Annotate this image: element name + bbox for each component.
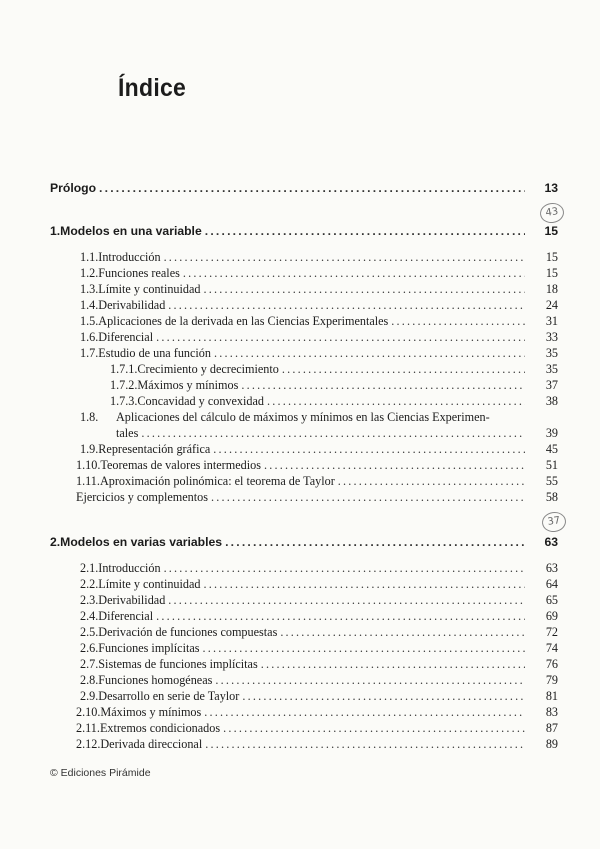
toc-entry-2-3[interactable]: 2.3. Derivabilidad ..... 65 (80, 592, 558, 608)
toc-entry-1-7-1[interactable]: 1.7.1. Crecimiento y decrecimiento ..... 35 (110, 361, 558, 377)
toc-entry-1-1[interactable]: 1.1. Introducción ..... 15 (80, 249, 558, 265)
entry-number: 1. (50, 224, 61, 238)
toc-entry-1-9[interactable]: 1.9. Representación gráfica ..... 45 (80, 441, 558, 457)
toc-entry-2-11[interactable]: 2.11. Extremos condicionados ..... 87 (76, 720, 558, 736)
toc-entry-1-8-first-line[interactable]: 1.8. Aplicaciones del cálculo de máximos y mínimos en las Ciencias Experimen- (80, 410, 490, 424)
toc-entry-chapter-1[interactable] (50, 223, 558, 239)
toc-entry-ejercicios-1[interactable]: Ejercicios y complementos ..... 58 (76, 489, 558, 505)
entry-label: Prólogo (50, 181, 97, 195)
toc-entry-2-5[interactable]: 2.5. Derivación de funciones compuestas ..... 72 (80, 624, 558, 640)
toc-entry-1-6[interactable]: 1.6. Diferencial ..... 33 (80, 329, 558, 345)
handwritten-note: 37 (541, 510, 568, 533)
toc-entry-2-2[interactable]: 2.2. Límite y continuidad ..... 64 (80, 576, 558, 592)
toc-entry-1-5[interactable]: 1.5. Aplicaciones de la derivada en las Ciencias Experimentales ..... 31 (80, 313, 558, 329)
toc-entry-chapter-2[interactable]: 2. Modelos en varias variables ..... 63 (50, 534, 558, 550)
toc-entry-2-10[interactable]: 2.10. Máximos y mínimos ..... 83 (76, 704, 558, 720)
toc-entry-1-7-2[interactable]: 1.7.2. Máximos y mínimos ..... 37 (110, 377, 558, 393)
toc-entry-1-8[interactable]: tales ..... 39 (80, 425, 558, 441)
toc-entry-prologo[interactable] (50, 180, 558, 196)
toc-entry-2-8[interactable]: 2.8. Funciones homogéneas ..... 79 (80, 672, 558, 688)
toc-entry-2-7[interactable]: 2.7. Sistemas de funciones implícitas ..... 76 (80, 656, 558, 672)
entry-page: 13 (544, 181, 558, 195)
toc-entry-1-3[interactable]: 1.3. Límite y continuidad ..... 18 (80, 281, 558, 297)
toc-entry-1-2[interactable]: 1.2. Funciones reales ..... 15 (80, 265, 558, 281)
toc-entry-2-6[interactable]: 2.6. Funciones implícitas ..... 74 (80, 640, 558, 656)
toc-entry-2-4[interactable]: 2.4. Diferencial ..... 69 (80, 608, 558, 624)
handwritten-note: 43 (539, 201, 566, 224)
toc-entry-2-1[interactable]: 2.1. Introducción ..... 63 (80, 560, 558, 576)
toc-entry-1-7[interactable]: 1.7. Estudio de una función ..... 35 (80, 345, 558, 361)
toc-entry-1-7-3[interactable]: 1.7.3. Concavidad y convexidad ..... 38 (110, 393, 558, 409)
toc-entry-1-4[interactable]: 1.4. Derivabilidad ..... 24 (80, 297, 558, 313)
toc-entry-2-12[interactable]: 2.12. Derivada direccional ..... 89 (76, 736, 558, 752)
publisher-footer: © Ediciones Pirámide (50, 767, 151, 779)
toc-entry-2-9[interactable]: 2.9. Desarrollo en serie de Taylor ..... 81 (80, 688, 558, 704)
page-title: Índice (118, 74, 187, 102)
entry-label: Modelos en una variable (60, 224, 202, 238)
toc-entry-1-11[interactable]: 1.11. Aproximación polinómica: el teorema de Taylor ..... 55 (76, 473, 558, 489)
entry-page: 15 (544, 224, 558, 238)
toc-entry-1-10[interactable]: 1.10. Teoremas de valores intermedios ..... 51 (76, 457, 558, 473)
